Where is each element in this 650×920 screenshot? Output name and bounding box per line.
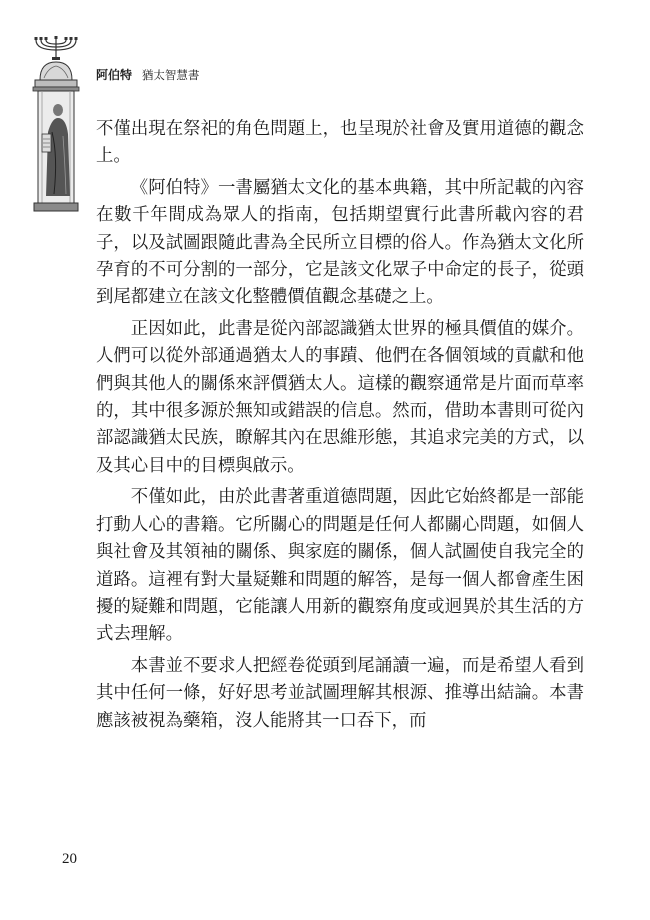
running-header <box>96 66 199 83</box>
paragraph: 《阿伯特》一書屬猶太文化的基本典籍，其中所記載的內容在數千年間成為眾人的指南，包括期望實行此書所載內容的君子，以及試圖跟隨此書為全民所立目標的俗人。作為猶太文化所孕育的不可分割的一部分，它是該文化眾子中命定的長子，從頭到尾都建立在該文化整體價值觀念基礎之上。 <box>96 177 584 308</box>
body-text <box>96 116 584 739</box>
menorah-pillar-emblem <box>30 36 82 212</box>
page-number: 20 <box>62 851 77 867</box>
paragraph: 不僅出現在祭祀的角色問題上，也呈現於社會及實用道德的觀念上。 <box>96 119 584 167</box>
paragraph: 本書並不要求人把經卷從頭到尾誦讀一遍，而是希望人看到其中任何一條，好好思考並試圖理解其根源、推導出結論。本書應該被視為藥箱，沒人能將其一口吞下，而 <box>96 655 584 731</box>
paragraph: 正因如此，此書是從內部認識猶太世界的極具價值的媒介。人們可以從外部通過猶太人的事蹟、他們在各個領域的貢獻和他們與其他人的關係來評價猶太人。這樣的觀察通常是片面而草率的，其中很多源於無知或錯誤的信息。然而，借助本書則可從內部認識猶太民族，瞭解其內在思維形態，其追求完美的方式，以及其心目中的目標與啟示。 <box>96 318 584 476</box>
book-title: 阿伯特 <box>96 68 133 82</box>
book-subtitle: 猶太智慧書 <box>141 68 200 82</box>
paragraph: 不僅如此，由於此書著重道德問題，因此它始終都是一部能打動人心的書籍。它所關心的問題是任何人都關心問題，如個人與社會及其領袖的關係、與家庭的關係，個人試圖使自我完全的道路。這裡有對大量疑難和問題的解答，是每一個人都會產生困擾的疑難和問題，它能讓人用新的觀察角度或迥異於其生活的方式去理解。 <box>96 487 584 645</box>
